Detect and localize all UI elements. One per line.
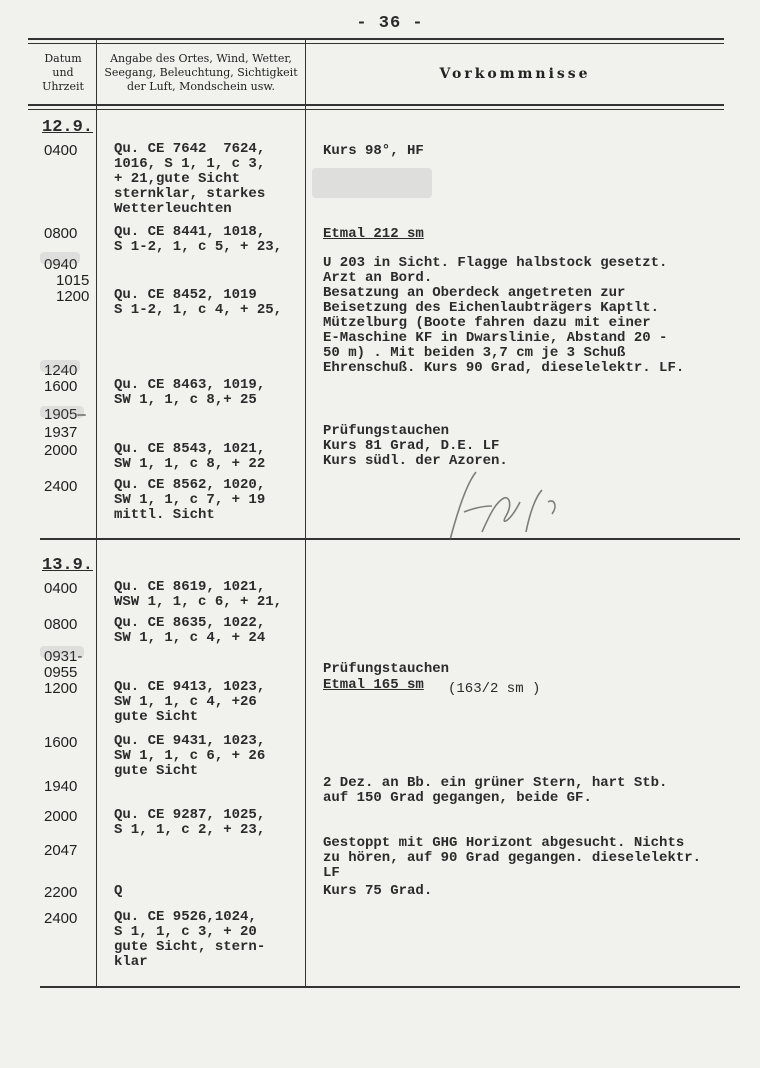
entry-time: 0400 [44, 580, 78, 597]
header-bottom-rule [28, 104, 724, 106]
weather-entry: Qu. CE 8543, 1021, SW 1, 1, c 8, + 22 [114, 441, 266, 472]
weather-entry: Qu. CE 9287, 1025, S 1, 1, c 2, + 23, [114, 807, 266, 838]
header-weather-line1: Angabe des Ortes, Wind, Wetter, [110, 52, 292, 65]
entry-time: 0940 [44, 256, 78, 273]
column-divider-1 [96, 40, 97, 988]
event-entry: 2 Dez. an Bb. ein grüner Stern, hart Stb. auf 150 Grad gegangen, beide GF. [323, 775, 668, 806]
entry-time: 2200 [44, 884, 78, 901]
weather-entry: Qu. CE 8463, 1019, SW 1, 1, c 8,+ 25 [114, 377, 266, 408]
header-bottom-rule-2 [28, 109, 724, 110]
entry-time: 1600 [44, 734, 78, 751]
page-number: - 36 - [356, 14, 424, 33]
entry-time: 1905– [44, 406, 86, 423]
event-entry: Kurs 98°, HF [323, 143, 424, 159]
event-entry: Prüfungstauchen Kurs 81 Grad, D.E. LF Kurs südl. der Azoren. [323, 423, 508, 469]
weather-entry: Qu. CE 9413, 1023, SW 1, 1, c 4, +26 gute Sicht [114, 679, 266, 725]
entry-time: 1940 [44, 778, 78, 795]
entry-time: 0400 [44, 142, 78, 159]
entry-time: 1240 [44, 362, 78, 379]
entry-time: 2000 [44, 808, 78, 825]
scan-smudge [40, 646, 84, 658]
weather-entry: Qu. CE 9526,1024, S 1, 1, c 3, + 20 gute Sicht, stern- klar [114, 909, 266, 970]
entry-time: 1937 [44, 424, 78, 441]
weather-entry: Qu. CE 9431, 1023, SW 1, 1, c 6, + 26 gute Sicht [114, 733, 266, 779]
event-entry-note: (163/2 sm ) [448, 681, 541, 697]
day-date: 12.9. [42, 118, 94, 137]
event-entry: Kurs 75 Grad. [323, 883, 433, 899]
scan-smudge [40, 252, 80, 264]
handwritten-signature [430, 462, 580, 552]
scan-smudge [312, 168, 432, 198]
header-weather-line3: der Luft, Mondschein usw. [126, 80, 276, 93]
event-entry: Prüfungstauchen [323, 661, 450, 677]
table-bottom-rule [40, 986, 740, 988]
day-separator-rule [40, 538, 740, 540]
entry-time: 2047 [44, 842, 78, 859]
weather-entry: Qu. CE 8441, 1018, S 1-2, 1, c 5, + 23, [114, 224, 283, 255]
entry-time: 0800 [44, 616, 78, 633]
day-date: 13.9. [42, 556, 94, 575]
entry-time: 2400 [44, 910, 78, 927]
entry-time: 0955 [44, 664, 78, 681]
weather-entry: Qu. CE 8635, 1022, SW 1, 1, c 4, + 24 [114, 615, 266, 646]
weather-entry: Q [114, 883, 123, 899]
event-entry: Gestoppt mit GHG Horizont abgesucht. Nichts zu hören, auf 90 Grad gegangen. dieselelektr. LF [323, 835, 702, 881]
table-top-rule [28, 38, 724, 40]
weather-entry: Qu. CE 8562, 1020, SW 1, 1, c 7, + 19 mittl. Sicht [114, 477, 266, 523]
entry-time: 0800 [44, 225, 78, 242]
entry-time: 1600 [44, 378, 78, 395]
header-weather [98, 52, 304, 94]
header-datum-line3: Uhrzeit [42, 80, 84, 93]
header-weather-line2: Seegang, Beleuchtung, Sichtigkeit [104, 66, 298, 79]
header-datum-line2: und [52, 66, 74, 79]
event-entry: U 203 in Sicht. Flagge halbstock gesetzt. Arzt an Bord. Besatzung an Oberdeck angetreten zur Beisetzung des Eichenlaubträgers Kaptlt. Mützelburg (Boote fahren dazu mit einer E-Maschine KF in Dwarslinie, Abstand 20 - 50 m) . Mit beiden 3,7 cm je 3 Schuß Ehrenschuß. Kurs 90 Grad, dieselelektr. LF. [323, 255, 685, 376]
header-events: Vorkommnisse [439, 66, 591, 82]
table-top-rule-2 [28, 43, 724, 44]
weather-entry: Qu. CE 8619, 1021, WSW 1, 1, c 6, + 21, [114, 579, 283, 610]
entry-time: 1015 [56, 272, 90, 289]
event-entry: Etmal 212 sm [323, 226, 424, 242]
scan-smudge [40, 360, 80, 372]
event-entry: Etmal 165 sm [323, 677, 424, 693]
entry-time: 1200 [44, 680, 78, 697]
entry-time: 1200 [56, 288, 90, 305]
header-datum-line1: Datum [44, 52, 82, 65]
entry-time: 0931- [44, 648, 83, 665]
scan-smudge [40, 406, 84, 418]
weather-entry: Qu. CE 8452, 1019 S 1-2, 1, c 4, + 25, [114, 287, 283, 318]
column-divider-2 [305, 40, 306, 988]
weather-entry: Qu. CE 7642 7624, 1016, S 1, 1, c 3, + 21,gute Sicht sternklar, starkes Wetterleuchten [114, 141, 266, 217]
entry-time: 2400 [44, 478, 78, 495]
header-datum [32, 52, 94, 94]
entry-time: 2000 [44, 442, 78, 459]
